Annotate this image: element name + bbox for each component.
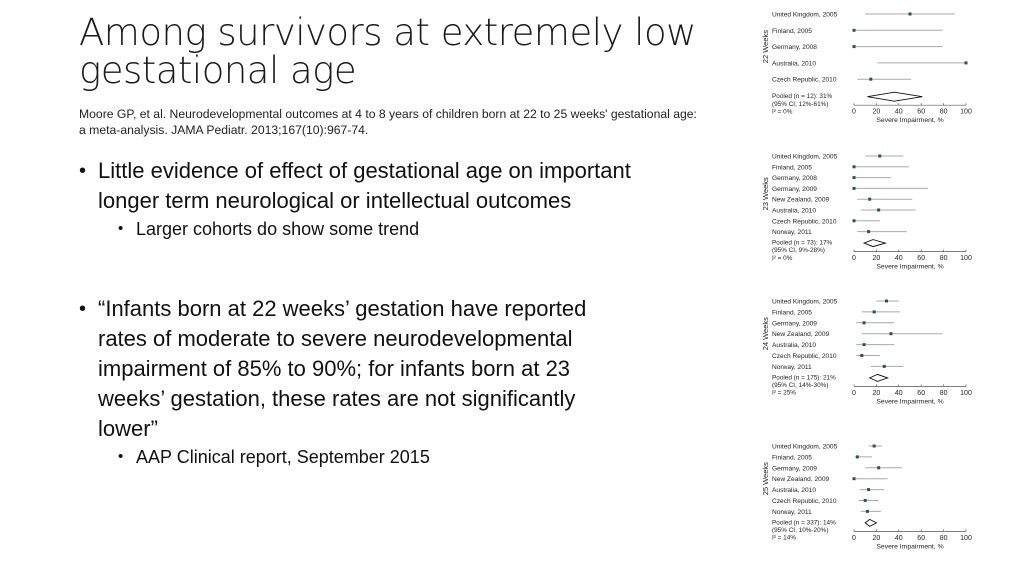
x-tick-label: 100 bbox=[960, 389, 972, 397]
pooled-diamond bbox=[867, 92, 922, 101]
study-label: New Zealand, 2009 bbox=[772, 196, 830, 204]
slide-title: Among survivors at extremely low gestational age bbox=[79, 11, 696, 92]
pooled-diamond bbox=[865, 519, 876, 526]
x-tick-label: 0 bbox=[852, 108, 856, 116]
pooled-label: (95% CI, 14%-30%) bbox=[772, 382, 829, 389]
x-tick-label: 80 bbox=[939, 255, 948, 263]
x-tick-label: 40 bbox=[894, 389, 903, 397]
group-label: 23 Weeks bbox=[761, 177, 770, 211]
forest-plots bbox=[755, 0, 1024, 576]
study-label: Australia, 2010 bbox=[772, 60, 816, 68]
study-label: United Kingdom, 2005 bbox=[772, 11, 838, 19]
point-estimate bbox=[864, 499, 867, 502]
x-axis-label: Severe Impairment, % bbox=[876, 263, 944, 271]
pooled-label: I² = 0% bbox=[772, 254, 793, 262]
x-tick-label: 100 bbox=[960, 108, 972, 116]
study-label: United Kingdom, 2005 bbox=[772, 443, 838, 451]
study-label: Czech Republic, 2010 bbox=[772, 353, 837, 360]
point-estimate bbox=[853, 187, 856, 190]
point-estimate bbox=[869, 78, 872, 81]
pooled-label: Pooled (n = 73): 17% bbox=[772, 239, 833, 247]
study-label: Czech Republic, 2010 bbox=[772, 498, 837, 505]
point-estimate bbox=[867, 230, 870, 233]
study-label: Czech Republic, 2010 bbox=[772, 76, 837, 84]
pooled-label: Pooled (n = 12): 31% bbox=[772, 93, 833, 101]
forest-panel-25-weeks bbox=[761, 444, 972, 551]
point-estimate bbox=[866, 510, 869, 513]
point-estimate bbox=[853, 477, 856, 480]
point-estimate bbox=[873, 445, 876, 448]
point-estimate bbox=[878, 155, 881, 158]
point-estimate bbox=[853, 176, 856, 179]
point-estimate bbox=[868, 198, 871, 201]
pooled-label: I² = 14% bbox=[772, 534, 796, 542]
x-tick-label: 60 bbox=[917, 389, 926, 397]
study-label: Czech Republic, 2010 bbox=[772, 218, 837, 226]
study-label: Germany, 2008 bbox=[772, 175, 817, 183]
x-tick-label: 60 bbox=[917, 255, 926, 263]
point-estimate bbox=[873, 310, 876, 313]
x-tick-label: 80 bbox=[939, 389, 948, 397]
forest-panel-23-weeks bbox=[761, 154, 972, 271]
point-estimate bbox=[853, 45, 856, 48]
x-tick-label: 100 bbox=[960, 534, 972, 542]
study-label: New Zealand, 2009 bbox=[772, 331, 830, 339]
group-label: 25 Weeks bbox=[761, 462, 770, 496]
study-label: Germany, 2008 bbox=[772, 44, 817, 52]
group-label: 22 Weeks bbox=[761, 29, 770, 64]
citation: Moore GP, et al. Neurodevelopmental outcomes at 4 to 8 years of children born at 22 to 25 weeks' gestational age: a meta-analysis. JAMA Pediatr. 2013;167(10):967-74. bbox=[79, 107, 697, 137]
point-estimate bbox=[853, 29, 856, 32]
x-tick-label: 0 bbox=[852, 389, 856, 397]
point-estimate bbox=[863, 343, 866, 346]
study-label: United Kingdom, 2005 bbox=[772, 298, 838, 306]
x-tick-label: 60 bbox=[917, 108, 926, 116]
point-estimate bbox=[860, 354, 863, 357]
study-label: Finland, 2005 bbox=[772, 164, 812, 172]
point-estimate bbox=[877, 209, 880, 212]
point-estimate bbox=[867, 488, 870, 491]
study-label: Germany, 2009 bbox=[772, 465, 817, 473]
study-label: Norway, 2011 bbox=[772, 363, 812, 371]
study-label: Norway, 2011 bbox=[772, 508, 812, 516]
group-label: 24 Weeks bbox=[761, 317, 770, 351]
sub-bullet-item: • AAP Clinical report, September 2015 bbox=[98, 444, 639, 470]
point-estimate bbox=[863, 321, 866, 324]
point-estimate bbox=[889, 332, 892, 335]
forest-panel-24-weeks bbox=[761, 299, 972, 406]
study-label: New Zealand, 2009 bbox=[772, 476, 830, 484]
bullet-item: • Little evidence of effect of gestational age on important longer term neurological or intellectual outcomes bbox=[79, 156, 639, 216]
x-tick-label: 20 bbox=[872, 108, 881, 116]
pooled-label: (95% CI, 10%-20%) bbox=[772, 527, 829, 534]
study-label: United Kingdom, 2005 bbox=[772, 153, 838, 161]
x-tick-label: 40 bbox=[894, 108, 903, 116]
study-label: Finland, 2005 bbox=[772, 27, 812, 35]
point-estimate bbox=[877, 466, 880, 469]
point-estimate bbox=[909, 13, 912, 16]
forest-panel-22-weeks bbox=[761, 12, 972, 125]
x-tick-label: 0 bbox=[852, 255, 856, 263]
x-tick-label: 80 bbox=[939, 534, 948, 542]
study-label: Australia, 2010 bbox=[772, 487, 816, 495]
pooled-label: Pooled (n = 175): 21% bbox=[772, 374, 836, 382]
pooled-diamond bbox=[864, 240, 885, 247]
point-estimate bbox=[883, 365, 886, 368]
point-estimate bbox=[853, 165, 856, 168]
pooled-label: (95% CI, 9%-28%) bbox=[772, 247, 825, 255]
point-estimate bbox=[885, 300, 888, 303]
study-label: Norway, 2011 bbox=[772, 229, 812, 237]
x-axis-label: Severe Impairment, % bbox=[876, 398, 944, 406]
pooled-label: I² = 25% bbox=[772, 389, 796, 397]
bullet-list bbox=[79, 156, 639, 470]
x-tick-label: 60 bbox=[917, 534, 926, 542]
x-tick-label: 20 bbox=[872, 255, 881, 263]
study-label: Australia, 2010 bbox=[772, 207, 816, 215]
x-tick-label: 40 bbox=[894, 534, 903, 542]
study-label: Finland, 2005 bbox=[772, 309, 812, 317]
bullet-item: • “Infants born at 22 weeks’ gestation have reported rates of moderate to severe neurodevelopmental impairment of 85% to 90%; for infants born at 23 weeks’ gestation, these rates are not significantly lower” bbox=[79, 294, 639, 444]
x-tick-label: 100 bbox=[960, 255, 972, 263]
point-estimate bbox=[856, 455, 859, 458]
pooled-diamond bbox=[870, 374, 888, 381]
x-tick-label: 0 bbox=[852, 534, 856, 542]
study-label: Germany, 2009 bbox=[772, 320, 817, 328]
x-axis-label: Severe Impairment, % bbox=[876, 543, 944, 551]
pooled-label: I² = 0% bbox=[772, 108, 793, 116]
study-label: Finland, 2005 bbox=[772, 454, 812, 462]
forest-plot-chart bbox=[755, 0, 1024, 576]
x-tick-label: 40 bbox=[894, 255, 903, 263]
study-label: Germany, 2009 bbox=[772, 185, 817, 193]
x-axis-label: Severe Impairment, % bbox=[876, 117, 944, 125]
x-tick-label: 20 bbox=[872, 389, 881, 397]
point-estimate bbox=[965, 61, 968, 64]
pooled-label: Pooled (n = 337): 14% bbox=[772, 519, 836, 527]
study-label: Australia, 2010 bbox=[772, 342, 816, 350]
x-tick-label: 80 bbox=[939, 108, 948, 116]
x-tick-label: 20 bbox=[872, 534, 881, 542]
pooled-label: (95% CI, 12%-61%) bbox=[772, 100, 829, 108]
sub-bullet-item: • Larger cohorts do show some trend bbox=[98, 216, 639, 242]
point-estimate bbox=[853, 219, 856, 222]
